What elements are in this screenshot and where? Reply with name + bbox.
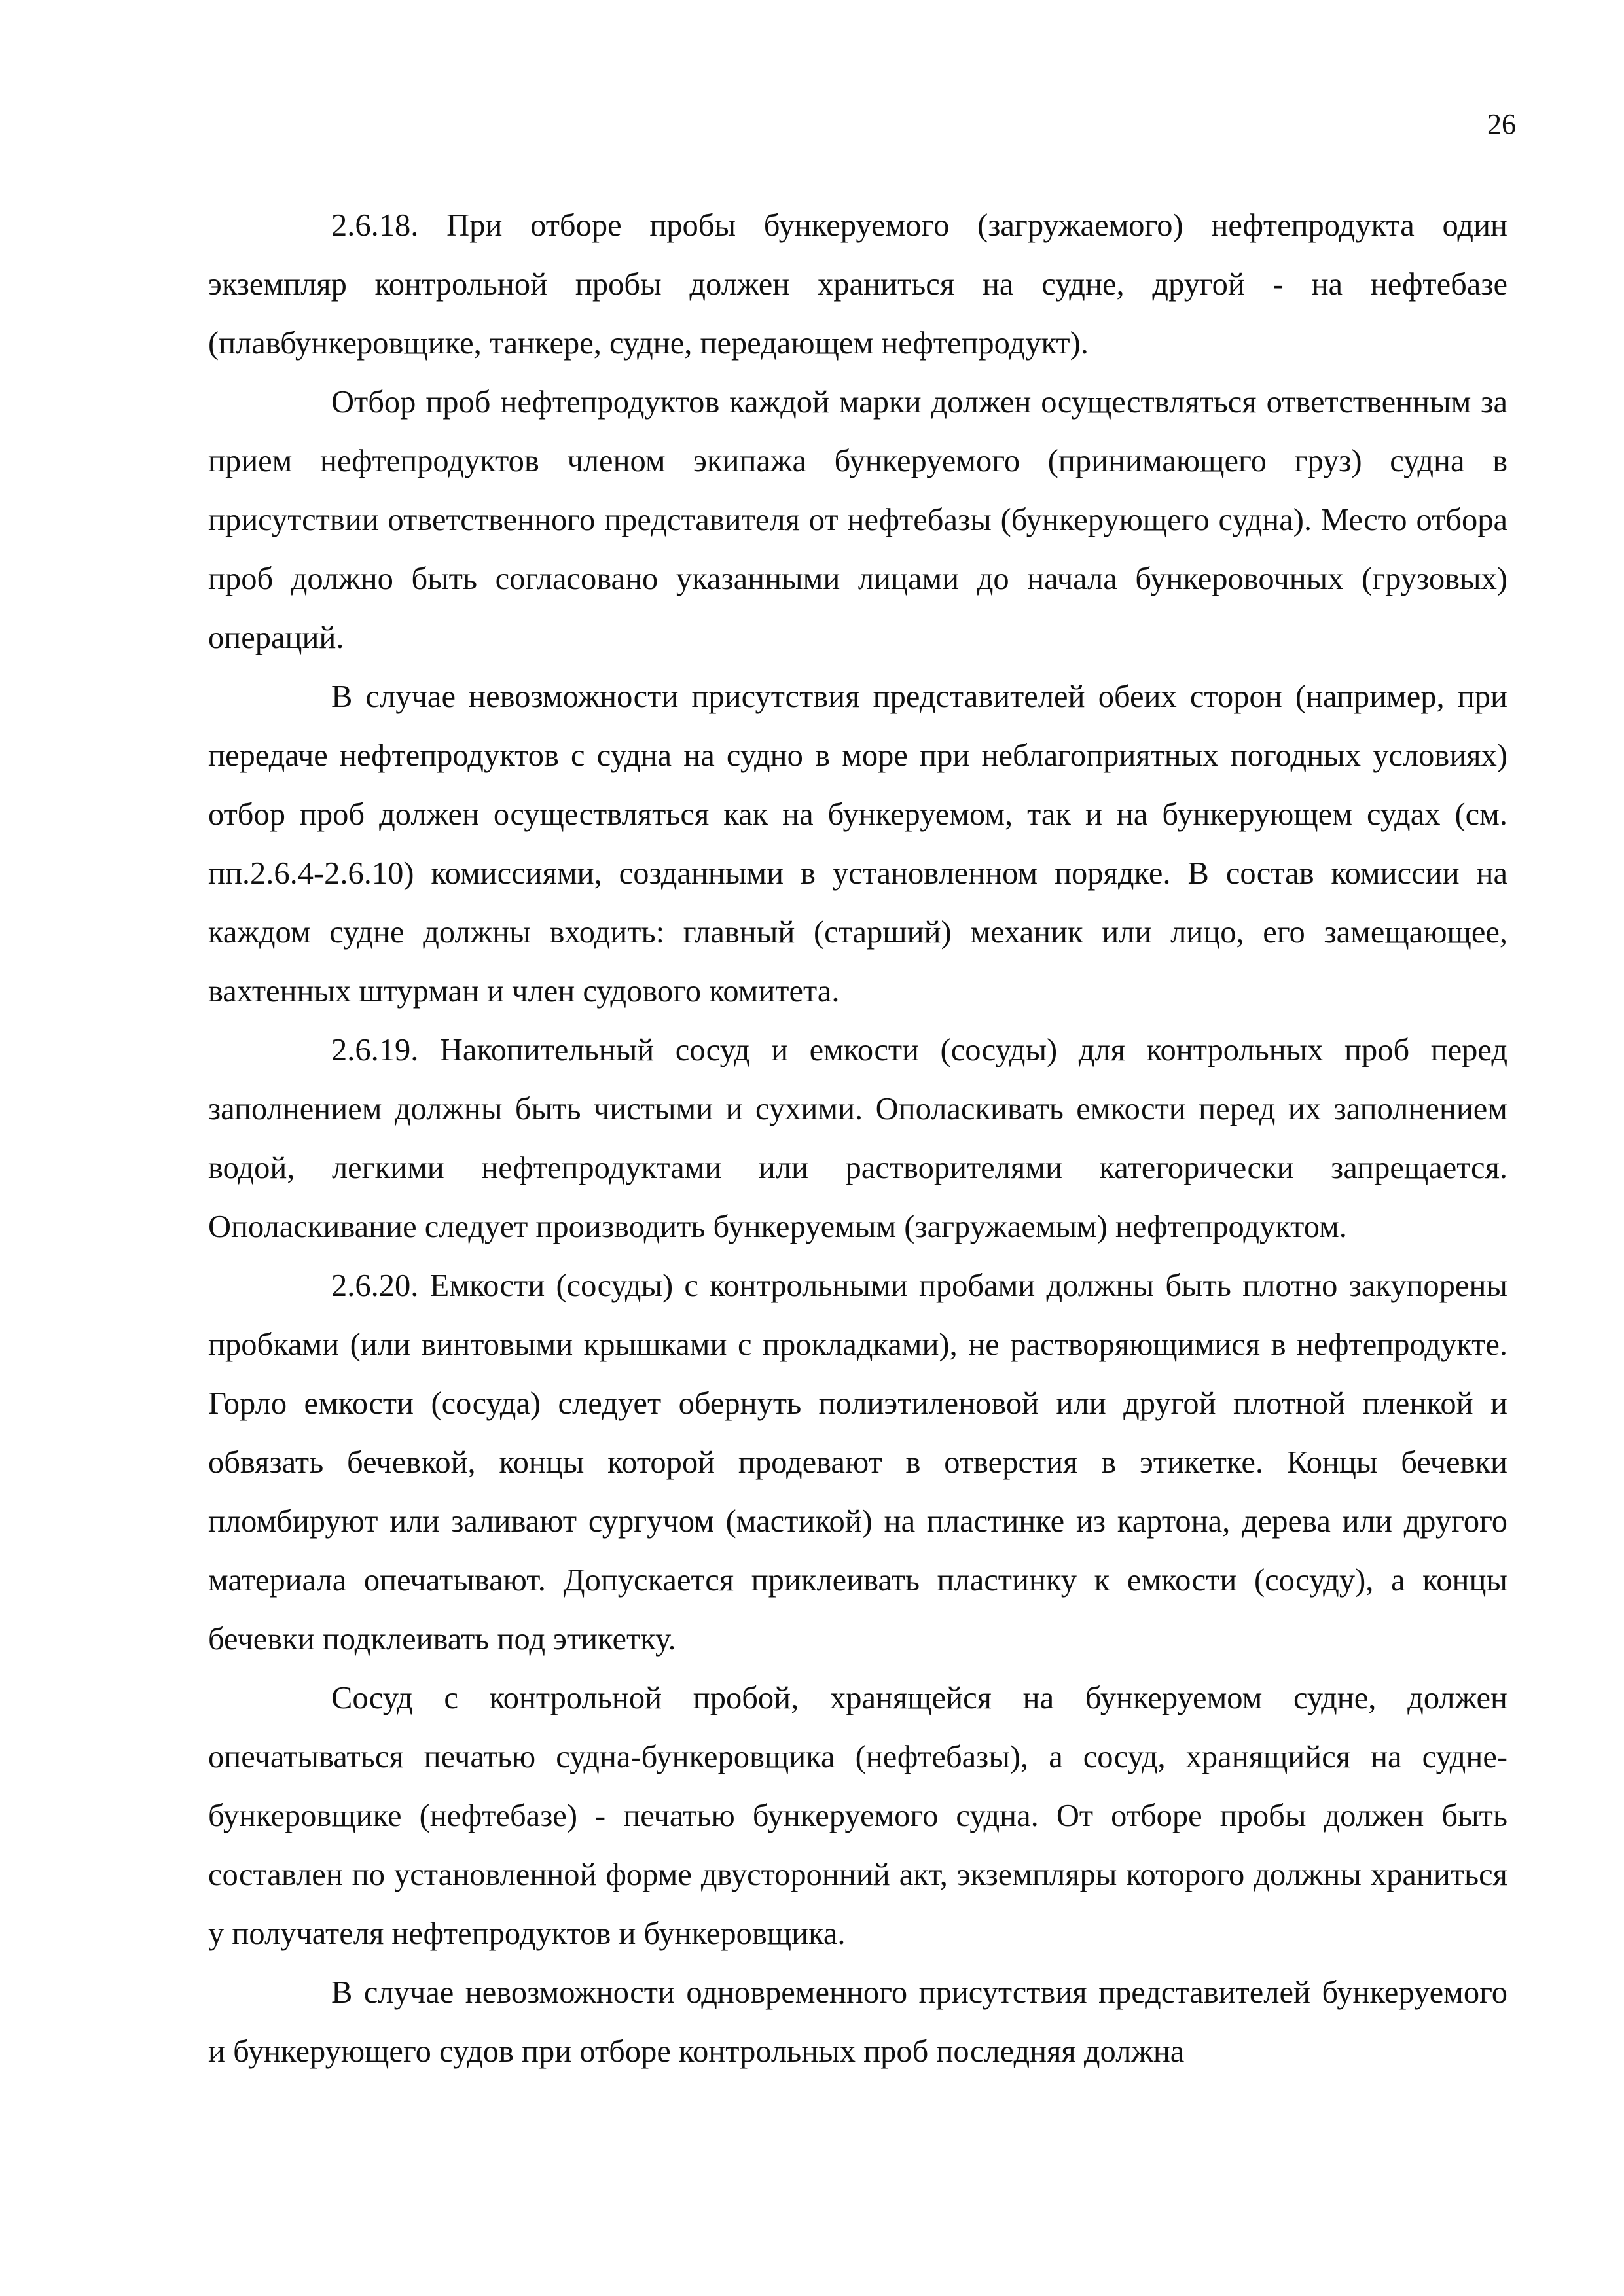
paragraph-absence-case: В случае невозможности одновременного присутствия представителей бункеруемого и бункерующего судов при отборе контрольных проб последняя должна bbox=[208, 1975, 1507, 2069]
page-number: 26 bbox=[1487, 108, 1516, 140]
paragraph-commission-sampling: В случае невозможности присутствия представителей обеих сторон (например, при передаче нефтепродуктов с судна на судно в море при неблагоприятных погодных условиях) отбор проб должен осуществляться как на бункеруемом, так и на бункерующем судах (см. пп.2.6.4-2.6.10) комиссиями, созданными в установленном порядке. В состав комиссии на каждом судне должны входить: главный (старший) механик или лицо, его замещающее, вахтенных штурман и член судового комитета. bbox=[208, 679, 1507, 1009]
paragraph-sealing-vessel: Сосуд с контрольной пробой, хранящейся на бункеруемом судне, должен опечатываться печатью судна-бункеровщика (нефтебазы), а сосуд, хранящийся на судне-бункеровщике (нефтебазе) - печатью бункеруемого судна. От отборе пробы должен быть составлен по установленной форме двусторонний акт, экземпляры которого должны храниться у получателя нефтепродуктов и бункеровщика. bbox=[208, 1681, 1507, 1951]
paragraph-2-6-18: 2.6.18. При отборе пробы бункеруемого (загружаемого) нефтепродукта один экземпляр контрольной пробы должен храниться на судне, другой - на нефтебазе (плавбункеровщике, танкере, судне, передающем нефтепродукт). bbox=[208, 208, 1507, 361]
paragraph-sampling-responsibility: Отбор проб нефтепродуктов каждой марки должен осуществляться ответственным за прием нефтепродуктов членом экипажа бункеруемого (принимающего груз) судна в присутствии ответственного представителя от нефтебазы (бункерующего судна). Место отбора проб должно быть согласовано указанными лицами до начала бункеровочных (грузовых) операций. bbox=[208, 385, 1507, 655]
paragraph-2-6-20: 2.6.20. Емкости (сосуды) с контрольными пробами должны быть плотно закупорены пробками (или винтовыми крышками с прокладками), не растворяющимися в нефтепродукте. Горло емкости (сосуда) следует обернуть полиэтиленовой или другой плотной пленкой и обвязать бечевкой, концы которой продевают в отверстия в этикетке. Концы бечевки пломбируют или заливают сургучом (мастикой) на пластинке из картона, дерева или другого материала опечатывают. Допускается приклеивать пластинку к емкости (сосуду), а концы бечевки подклеивать под этикетку. bbox=[208, 1268, 1507, 1657]
paragraph-2-6-19: 2.6.19. Накопительный сосуд и емкости (сосуды) для контрольных проб перед заполнением должны быть чистыми и сухими. Ополаскивать емкости перед их заполнением водой, легкими нефтепродуктами или растворителями категорически запрещается. Ополаскивание следует производить бункеруемым (загружаемым) нефтепродуктом. bbox=[208, 1033, 1507, 1244]
document-body bbox=[208, 196, 1507, 2081]
